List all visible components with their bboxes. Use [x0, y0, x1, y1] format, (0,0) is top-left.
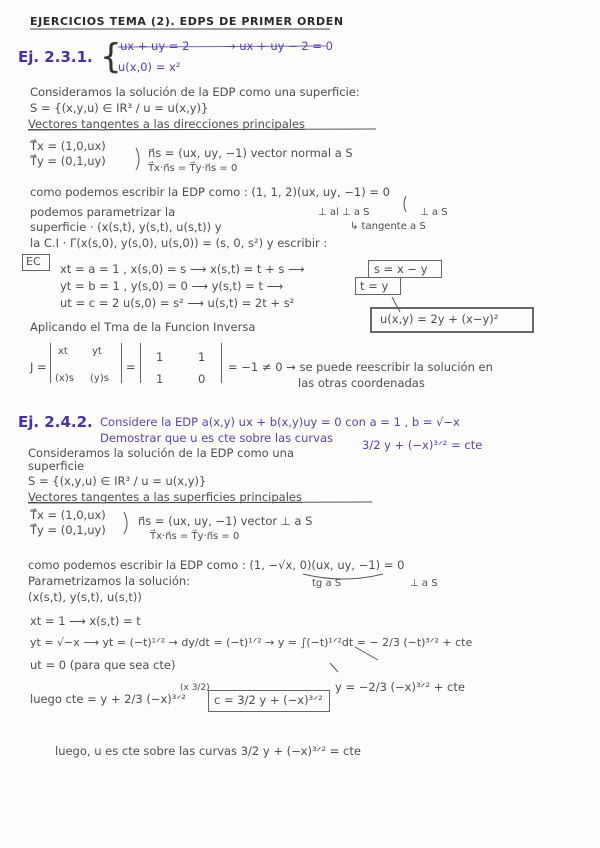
jacobian-num-22: 0 — [198, 372, 206, 386]
ex2-char-eq-y: yt = √−x ⟶ yt = (−t)¹ᐟ² → dy/dt = (−t)¹ᐟ² → y = ∫(−t)¹ᐟ²dt = − 2/3 (−t)³ᐟ² + cte — [30, 636, 473, 649]
ex2-param-line: Parametrizamos la solución: — [28, 574, 191, 588]
ex1-t-solution: t = y — [360, 279, 389, 293]
ex2-surface-def: S = {(x,y,u) ∈ IR³ / u = u(x,y)} — [28, 474, 207, 488]
ex1-s-solution: s = x − y — [374, 262, 428, 276]
jacobian-equals: = — [126, 360, 136, 374]
ex2-edp-as-product: como podemos escribir la EDP como : (1, −√x, 0)(ux, uy, −1) = 0 — [28, 558, 405, 572]
ex1-dot: T⃗x·n⃗s = T⃗y·n⃗s = 0 — [148, 163, 238, 174]
ex2-final-conclusion: luego, u es cte sobre las curvas 3/2 y + (−x)³ᐟ² = cte — [55, 744, 361, 758]
ex2-normal: n⃗s = (ux, uy, −1) vector ⊥ a S — [138, 514, 313, 528]
ex2-boxed-constant-text: c = 3/2 y + (−x)³ᐟ² — [214, 693, 323, 707]
ex1-equation-rewritten: → ux + uy − 2 = 0 — [226, 39, 333, 53]
ex1-equation: ux + uy = 2 — [120, 39, 190, 53]
ex2-perp-2: ⊥ a S — [410, 578, 438, 589]
ex1-ty: T⃗y = (0,1,uy) — [30, 154, 106, 168]
ex2-text-line: Consideramos la solución de la EDP como una — [28, 446, 294, 460]
ex1-tangent-note: ↳ tangente a S — [350, 221, 426, 232]
ex1-perp-2: ⊥ a S — [420, 207, 448, 218]
ex2-curve: 3/2 y + (−x)³ᐟ² = cte — [362, 438, 483, 452]
ex1-initial-curve: la C.I · Γ(x(s,0), y(s,0), u(s,0)) = (s, 0, s²) y escribir : — [30, 236, 328, 250]
ex2-y-solution: y = −2/3 (−x)³ᐟ² + cte — [335, 680, 465, 694]
ex2-goal: Demostrar que u es cte sobre las curvas — [100, 431, 333, 445]
jacobian-result-2: las otras coordenadas — [298, 376, 425, 390]
ex1-char-eq-x: xt = a = 1 , x(s,0) = s ⟶ x(s,t) = t + s ⟶ — [60, 262, 305, 276]
jacobian-num-12: 1 — [198, 350, 206, 364]
jacobian-num-11: 1 — [156, 350, 164, 364]
ex2-tangent-heading: Vectores tangentes a las superficies principales — [28, 490, 302, 504]
ex2-dot: T⃗x·n⃗s = T⃗y·n⃗s = 0 — [150, 531, 240, 542]
ex1-text-line: Consideramos la solución de la EDP como una superficie: — [30, 85, 360, 99]
jacobian-entry-22: (y)s — [90, 373, 109, 384]
ex2-text-line-b: superficie — [28, 459, 85, 473]
ex1-param-line: podemos parametrizar la — [30, 205, 176, 219]
ex2-perp-1: tg a S — [312, 578, 342, 589]
jacobian-result: = −1 ≠ 0 → se puede reescribir la solución en — [228, 360, 493, 374]
ec-label: EC — [26, 255, 41, 268]
ex2-param-tuple: (x(s,t), y(s,t), u(s,t)) — [28, 590, 142, 604]
ex1-initial-condition: u(x,0) = x² — [118, 60, 181, 74]
ex1-param-surface: superficie · (x(s,t), y(s,t), u(s,t)) y — [30, 220, 222, 234]
jacobian-label: J = — [30, 360, 47, 374]
ex2-char-eq-x: xt = 1 ⟶ x(s,t) = t — [30, 614, 141, 628]
ex1-edp-as-product: como podemos escribir la EDP como : (1, 1, 2)(ux, uy, −1) = 0 — [30, 185, 390, 199]
ex1-tangent-heading: Vectores tangentes a las direcciones principales — [28, 117, 306, 131]
page-title: EJERCICIOS TEMA (2). EDPS DE PRIMER ORDEN — [30, 15, 344, 28]
jacobian-entry-12: yt — [92, 346, 102, 357]
exercise-2-label: Ej. 2.4.2. — [18, 413, 93, 431]
ex1-char-eq-u: ut = c = 2 u(s,0) = s² ⟶ u(s,t) = 2t + s² — [60, 296, 295, 310]
ex1-char-eq-y: yt = b = 1 , y(s,0) = 0 ⟶ y(s,t) = t ⟶ — [60, 279, 284, 293]
jacobian-num-bars — [140, 343, 222, 383]
jacobian-num-21: 1 — [156, 372, 164, 386]
ex1-normal: n⃗s = (ux, uy, −1) vector normal a S — [148, 146, 353, 160]
ex2-luego-note: (x 3/2) — [180, 683, 210, 693]
ex2-statement: Considere la EDP a(x,y) ux + b(x,y)uy = 0 con a = 1 , b = √−x — [100, 415, 460, 429]
jacobian-entry-11: xt — [58, 346, 68, 357]
ex1-tx: T⃗x = (1,0,ux) — [30, 139, 106, 153]
ex1-result: u(x,y) = 2y + (x−y)² — [380, 312, 499, 326]
ex2-char-eq-u: ut = 0 (para que sea cte) — [30, 658, 176, 672]
exercise-1-label: Ej. 2.3.1. — [18, 48, 93, 66]
ex1-surface-def: S = {(x,y,u) ∈ IR³ / u = u(x,y)} — [30, 101, 209, 115]
ex2-tx: T⃗x = (1,0,ux) — [30, 508, 106, 522]
system-brace: { — [100, 37, 122, 77]
jacobian-entry-21: (x)s — [55, 373, 74, 384]
ex1-inverse-theorem: Aplicando el Tma de la Funcion Inversa — [30, 320, 256, 334]
ex2-luego: luego cte = y + 2/3 (−x)³ᐟ² — [30, 692, 186, 706]
ex1-perp-1: ⊥ al ⊥ a S — [318, 207, 370, 218]
ex2-ty: T⃗y = (0,1,uy) — [30, 523, 106, 537]
